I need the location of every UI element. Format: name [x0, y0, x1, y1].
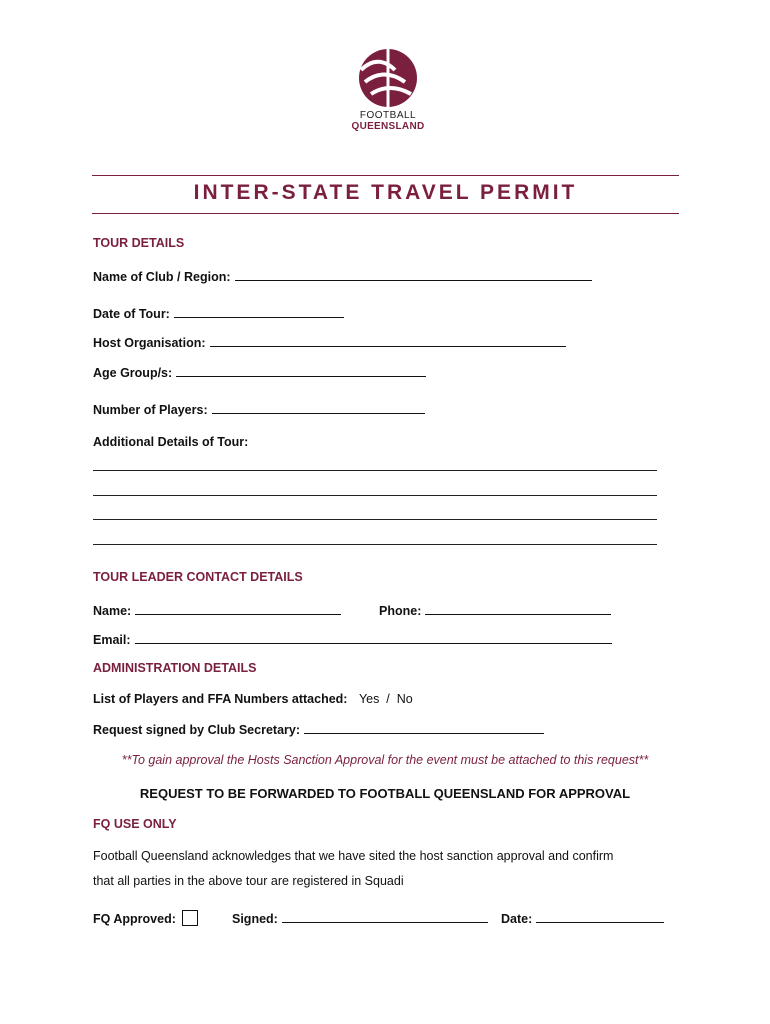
fq-date-label: Date: [501, 912, 533, 926]
additional-details-line-4[interactable] [93, 544, 657, 545]
leader-phone-line[interactable] [425, 602, 611, 615]
logo-text-queensland: QUEENSLAND [351, 121, 425, 132]
players-list-attached-field[interactable] [93, 692, 413, 706]
section-heading-administration: ADMINISTRATION DETAILS [93, 661, 257, 675]
logo-emblem-icon [355, 48, 421, 108]
title-bottom-rule [92, 213, 679, 214]
page-title: INTER-STATE TRAVEL PERMIT [193, 181, 578, 204]
leader-phone-label: Phone: [379, 604, 422, 618]
fq-acknowledgement-line-1: Football Queensland acknowledges that we have sited the host sanction approval and confirm [93, 849, 614, 863]
fq-approved-checkbox[interactable] [182, 910, 198, 926]
title-top-rule [92, 175, 679, 176]
section-heading-fq-use-only: FQ USE ONLY [93, 817, 177, 831]
fq-approved-label: FQ Approved: [93, 912, 176, 926]
fq-acknowledgement-line-2: that all parties in the above tour are registered in Squadi [93, 874, 404, 888]
host-organisation-line[interactable] [210, 334, 566, 347]
fq-signed-line[interactable] [282, 910, 488, 923]
additional-details-label: Additional Details of Tour: [93, 435, 249, 449]
club-region-line[interactable] [235, 268, 592, 281]
club-secretary-signature-field[interactable] [93, 721, 544, 737]
additional-details-line-1[interactable] [93, 470, 657, 471]
club-region-label: Name of Club / Region: [93, 270, 231, 284]
number-of-players-label: Number of Players: [93, 403, 208, 417]
number-of-players-line[interactable] [212, 401, 425, 414]
date-of-tour-label: Date of Tour: [93, 307, 170, 321]
additional-details-line-3[interactable] [93, 519, 657, 520]
number-of-players-field[interactable] [93, 401, 425, 417]
host-organisation-field[interactable] [93, 334, 566, 350]
fq-signed-label: Signed: [232, 912, 278, 926]
club-secretary-signature-label: Request signed by Club Secretary: [93, 723, 301, 737]
age-groups-label: Age Group/s: [93, 366, 173, 380]
leader-email-label: Email: [93, 633, 131, 647]
fq-date-field[interactable] [501, 910, 664, 926]
additional-details-line-2[interactable] [93, 495, 657, 496]
fq-approved-field[interactable] [93, 910, 198, 926]
leader-email-line[interactable] [135, 631, 612, 644]
date-of-tour-field[interactable] [93, 305, 344, 321]
leader-name-field[interactable] [93, 602, 341, 618]
section-heading-tour-leader: TOUR LEADER CONTACT DETAILS [93, 570, 303, 584]
leader-phone-field[interactable] [379, 602, 611, 618]
age-groups-field[interactable] [93, 364, 426, 380]
forward-to-fq-instruction: REQUEST TO BE FORWARDED TO FOOTBALL QUEENSLAND FOR APPROVAL [139, 786, 631, 801]
club-secretary-signature-line[interactable] [304, 721, 544, 734]
leader-email-field[interactable] [93, 631, 612, 647]
fq-date-line[interactable] [536, 910, 664, 923]
leader-name-label: Name: [93, 604, 132, 618]
players-list-attached-label: List of Players and FFA Numbers attached: [93, 692, 348, 706]
fq-signed-field[interactable] [232, 910, 488, 926]
date-of-tour-line[interactable] [174, 305, 344, 318]
football-queensland-logo [346, 48, 430, 132]
sanction-approval-note: **To gain approval the Hosts Sanction Approval for the event must be attached to this request** [121, 753, 649, 767]
logo-text-football: FOOTBALL [359, 110, 417, 121]
club-region-field[interactable] [93, 268, 592, 284]
yes-no-options[interactable]: Yes / No [358, 692, 413, 706]
leader-name-line[interactable] [135, 602, 341, 615]
age-groups-line[interactable] [176, 364, 426, 377]
section-heading-tour-details: TOUR DETAILS [93, 236, 185, 250]
host-organisation-label: Host Organisation: [93, 336, 206, 350]
